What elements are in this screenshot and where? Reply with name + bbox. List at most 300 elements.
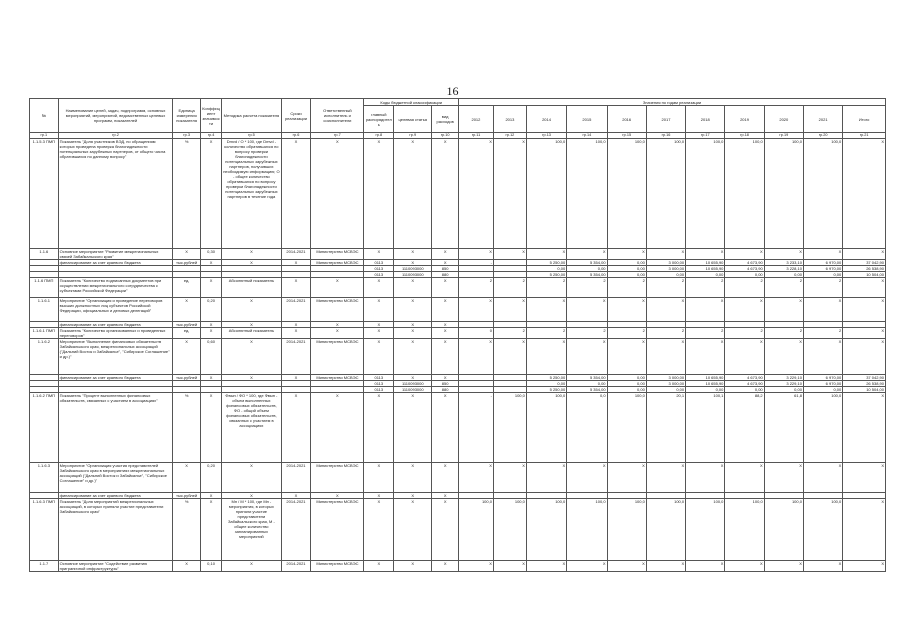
table-cell: Х <box>281 328 311 339</box>
table-cell: Х <box>432 561 459 572</box>
table-cell: 100,0 <box>607 393 646 463</box>
table-cell: 100,0 <box>803 139 842 249</box>
header-method: Методика расчета показателя <box>222 99 281 133</box>
table-cell: Х <box>222 249 281 260</box>
table-cell: 1.1.6 <box>30 249 59 260</box>
table-cell: Х <box>364 278 394 298</box>
table-cell: 1110093000 <box>394 272 432 278</box>
table-cell: Х <box>493 463 526 493</box>
header-budget-group: Коды бюджетной классификации <box>364 99 458 106</box>
table-cell: Х <box>281 260 311 266</box>
table-cell: Х <box>607 249 646 260</box>
header-year-col: 2013 <box>493 106 526 133</box>
table-cell: 0113 <box>364 381 394 387</box>
header-year-col: 2012 <box>458 106 493 133</box>
table-cell: Х <box>200 375 221 381</box>
table-cell: 2014-2021 <box>281 298 311 322</box>
table-cell: Х <box>843 339 886 375</box>
table-cell: Х <box>200 328 221 339</box>
table-cell: 1110093000 <box>394 387 432 393</box>
table-cell: 0113 <box>364 272 394 278</box>
table-cell: Х <box>764 339 803 375</box>
header-budget-col: главный распорядитель <box>364 106 394 133</box>
table-cell: 2 <box>764 278 803 298</box>
column-number: гр.12 <box>493 133 526 139</box>
table-cell: Х <box>646 339 685 375</box>
column-number: гр.6 <box>281 133 311 139</box>
table-cell: Х <box>686 339 725 375</box>
table-cell: Х <box>432 393 459 463</box>
table-cell: Мероприятие "Организация участия представителей Забайкальского края в мероприятиях межрегиональных ассоциаций ("Дальний Восток и Забайкалье", "Сибирское Соглашение" и др.)" <box>58 463 173 493</box>
table-cell: 5 250,00 <box>526 387 566 393</box>
header-budget-col: целевая статья <box>394 106 432 133</box>
table-cell: 1.1.6.1 ПМП <box>30 328 59 339</box>
table-cell: Х <box>764 249 803 260</box>
table-cell: Министерство МСВЭС <box>311 249 364 260</box>
table-cell: Показатель "Процент выполненных финансовых обязательств, связанных с участием в ассоциациях" <box>58 393 173 463</box>
table-cell: Х <box>725 463 764 493</box>
table-cell: 100,0 <box>526 393 566 463</box>
table-cell: Х <box>281 278 311 298</box>
header-name: Наименование целей, задач, подпрограмм, основных мероприятий, мероприятий, ведомственных целевых программ, показателей <box>58 99 173 133</box>
table-cell: Мероприятие "Выполнение финансовых обязательств Забайкальского края, межрегиональных ассоциаций ("Дальний Восток и Забайкалье", "Сибирское Соглашение" и др.)" <box>58 339 173 375</box>
table-cell: 2014-2021 <box>281 463 311 493</box>
column-number: гр.2 <box>58 133 173 139</box>
table-cell: 0,00 <box>567 381 607 387</box>
table-cell: Х <box>607 298 646 322</box>
table-cell: тыс.рублей <box>173 493 201 499</box>
table-cell: Х <box>281 375 311 381</box>
table-cell: Х <box>394 499 432 561</box>
table-cell: 0,00 <box>803 272 842 278</box>
table-cell: 2 <box>686 278 725 298</box>
table-cell: 2 <box>725 328 764 339</box>
table-cell: Х <box>432 339 459 375</box>
table-cell: Х <box>432 139 459 249</box>
table-cell: 10 655,90 <box>686 260 725 266</box>
table-cell: ед. <box>173 328 201 339</box>
table-cell: Министерство МСВЭС <box>311 260 364 266</box>
table-cell: Х <box>432 322 459 328</box>
table-cell: 100,1 <box>686 393 725 463</box>
table-cell: 2 <box>646 278 685 298</box>
table-cell: Х <box>843 298 886 322</box>
header-weight: Коэффициент значимости <box>200 99 221 133</box>
table-cell: Министерство МСВЭС <box>311 339 364 375</box>
table-cell: 5 354,00 <box>567 375 607 381</box>
page-number: 16 <box>446 84 459 98</box>
table-cell: 0,20 <box>200 298 221 322</box>
table-cell: Х <box>432 375 459 381</box>
table-cell: Х <box>567 463 607 493</box>
table-cell: Х <box>200 260 221 266</box>
table-cell: 0,00 <box>646 272 685 278</box>
table-cell: Х <box>311 278 364 298</box>
table-cell: Х <box>200 393 221 463</box>
table-cell: Х <box>364 561 394 572</box>
table-cell: тыс.рублей <box>173 260 201 266</box>
header-year-col: 2020 <box>764 106 803 133</box>
table-cell: Х <box>646 249 685 260</box>
table-cell: 6 970,00 <box>803 381 842 387</box>
table-cell: Х <box>222 375 281 381</box>
table-cell: Х <box>803 249 842 260</box>
table-cell: Х <box>493 339 526 375</box>
table-cell: 3 233,10 <box>764 260 803 266</box>
table-cell: Х <box>607 463 646 493</box>
table-cell: Х <box>432 260 459 266</box>
table-cell: 2014-2021 <box>281 499 311 561</box>
table-cell: 2 <box>764 328 803 339</box>
table-cell: Х <box>394 139 432 249</box>
table-cell: Мероприятие "Организация и проведение переговоров высших должностных лиц субъектов Российской Федерации, официальных и деловых делегаций" <box>58 298 173 322</box>
table-cell: Х <box>843 328 886 339</box>
table-cell: 26 538,90 <box>843 266 886 272</box>
header-year-col: 2021 <box>803 106 842 133</box>
table-cell: финансирование за счет краевого бюджета <box>58 260 173 266</box>
header-year-col: 2015 <box>567 106 607 133</box>
table-cell: Х <box>803 298 842 322</box>
table-cell: 850 <box>432 266 459 272</box>
table-cell: 2014-2021 <box>281 561 311 572</box>
table-cell: Х <box>173 249 201 260</box>
table-cell: Х <box>394 463 432 493</box>
table-cell: 1.1.6.2 <box>30 339 59 375</box>
table-cell: финансирование за счет краевого бюджета <box>58 493 173 499</box>
table-cell: Показатель "Доля мероприятий межрегиональных ассоциаций, в которых приняли участие представители Забайкальского края" <box>58 499 173 561</box>
column-number: гр.18 <box>725 133 764 139</box>
table-cell: % <box>173 499 201 561</box>
table-cell: Х <box>222 260 281 266</box>
table-cell: Х <box>222 298 281 322</box>
table-cell: 0,00 <box>526 381 566 387</box>
table-cell: Х <box>764 298 803 322</box>
table-cell: Х <box>686 298 725 322</box>
table-cell: Х <box>458 298 493 322</box>
table-cell: 0,00 <box>646 387 685 393</box>
table-cell: Х <box>843 139 886 249</box>
table-cell: 2 <box>725 278 764 298</box>
table-row <box>30 278 886 298</box>
column-number: гр.14 <box>567 133 607 139</box>
table-cell: Министерство МСВЭС <box>311 298 364 322</box>
table-cell: 37 042,90 <box>843 375 886 381</box>
table-cell: 1.1.6 ПМП <box>30 278 59 298</box>
table-cell: Абсолютный показатель <box>222 278 281 298</box>
table-cell: 100,0 <box>686 139 725 249</box>
table-cell: Министерство МСВЭС <box>311 499 364 561</box>
table-cell: тыс.рублей <box>173 322 201 328</box>
table-cell: Х <box>394 339 432 375</box>
table-cell: 2 <box>607 278 646 298</box>
table-cell: 850 <box>432 381 459 387</box>
header-year-col: 2014 <box>526 106 566 133</box>
table-cell: 100,0 <box>607 139 646 249</box>
table-cell: 3 000,00 <box>646 381 685 387</box>
table-cell: Показатель "Доля участников ВЭД, по обращениям которых проведена проверка благонадежности потенциальных зарубежных партнеров, от общего числа обратившихся по данному вопросу" <box>58 139 173 249</box>
column-number: гр.16 <box>646 133 685 139</box>
table-cell: Х <box>281 139 311 249</box>
table-cell: 0,00 <box>686 387 725 393</box>
table-cell: 3 228,10 <box>764 266 803 272</box>
table-row <box>30 339 886 375</box>
table-cell: 2 <box>493 278 526 298</box>
table-cell: Х <box>311 322 364 328</box>
table-cell: Х <box>686 561 725 572</box>
table-cell: 2 <box>526 278 566 298</box>
table-cell: Х <box>311 393 364 463</box>
table-cell: 3 000,00 <box>646 375 685 381</box>
column-number: гр.7 <box>311 133 364 139</box>
table-cell: 100,0 <box>607 499 646 561</box>
table-cell: % <box>173 139 201 249</box>
table-cell: Х <box>646 561 685 572</box>
table-cell: Х <box>567 249 607 260</box>
table-cell: 1.1.5.3 ПМП <box>30 139 59 249</box>
table-cell: 0,20 <box>200 463 221 493</box>
table-cell: 880 <box>432 387 459 393</box>
table-cell: 100,0 <box>493 499 526 561</box>
table-cell: Х <box>281 393 311 463</box>
table-cell: 0113 <box>364 266 394 272</box>
table-cell: Х <box>526 463 566 493</box>
table-cell: Х <box>394 493 432 499</box>
table-cell: Х <box>493 139 526 249</box>
table-cell: Х <box>458 561 493 572</box>
table-cell: 5 250,00 <box>526 375 566 381</box>
table-cell: Х <box>200 499 221 561</box>
table-cell: Х <box>311 493 364 499</box>
table-cell: 6 970,00 <box>803 375 842 381</box>
table-cell: Х <box>843 278 886 298</box>
table-cell: Х <box>803 339 842 375</box>
table-row <box>30 249 886 260</box>
table-cell: Основное мероприятие "Развитие межрегиональных связей Забайкальского края" <box>58 249 173 260</box>
table-cell: 1.1.6.3 <box>30 463 59 493</box>
table-cell: Х <box>458 339 493 375</box>
table-cell: Х <box>173 561 201 572</box>
table-cell: Х <box>843 393 886 463</box>
table-cell: ед. <box>173 278 201 298</box>
table-cell: 2 <box>567 328 607 339</box>
table-cell: 0 <box>458 328 493 339</box>
table-cell: Х <box>493 561 526 572</box>
table-cell: 0,00 <box>607 260 646 266</box>
table-cell: 0,30 <box>200 249 221 260</box>
table-cell: 2014-2021 <box>281 339 311 375</box>
table-cell: Х <box>526 298 566 322</box>
table-cell: Мп / М * 100, где Мп - мероприятия, в которых приняли участие представители Забайкальского края, М - общее количество запланированных мероприятий <box>222 499 281 561</box>
table-cell: Х <box>200 493 221 499</box>
header-year-col: 2018 <box>686 106 725 133</box>
table-cell: 1.1.6.2 ПМП <box>30 393 59 463</box>
table-cell: 10 655,90 <box>686 375 725 381</box>
column-number: гр.17 <box>686 133 725 139</box>
table-cell: 0,00 <box>607 375 646 381</box>
header-year-col: 2017 <box>646 106 685 133</box>
column-number: гр.11 <box>458 133 493 139</box>
table-cell: 100,0 <box>567 499 607 561</box>
header-unit: Единица измерения показателя <box>173 99 201 133</box>
table-cell: 100,0 <box>646 139 685 249</box>
table-cell: Х <box>311 139 364 249</box>
table-row <box>30 561 886 572</box>
table-cell: Х <box>222 561 281 572</box>
table-cell: Х <box>803 463 842 493</box>
table-cell: Министерство МСВЭС <box>311 561 364 572</box>
table-cell: Х <box>364 139 394 249</box>
table-cell: Х <box>394 561 432 572</box>
table-cell: 0,60 <box>200 339 221 375</box>
table-cell: Х <box>725 298 764 322</box>
table-cell: 3 229,10 <box>764 375 803 381</box>
table-cell: Х <box>567 339 607 375</box>
table-cell: 100,0 <box>493 393 526 463</box>
table-cell: 4 673,90 <box>725 260 764 266</box>
table-cell: Х <box>843 463 886 493</box>
table-cell: Х <box>432 499 459 561</box>
table-cell: Х <box>394 322 432 328</box>
column-number: гр.15 <box>607 133 646 139</box>
table-cell: Х <box>173 339 201 375</box>
table-cell: финансирование за счет краевого бюджета <box>58 375 173 381</box>
table-cell: Х <box>493 298 526 322</box>
table-cell: Фвып / ФО * 100, где Фвып - объем выполненных финансовых обязательств, ФО - общий объем финансовых обязательств, связанных с участием в ассоциациях <box>222 393 281 463</box>
column-number: гр.1 <box>30 133 59 139</box>
table-cell: Х <box>646 298 685 322</box>
table-cell: 100,0 <box>526 139 566 249</box>
table-cell: 100,0 <box>458 499 493 561</box>
table-cell: 2 <box>646 328 685 339</box>
header-period: Сроки реализации <box>281 99 311 133</box>
table-cell: 5 250,00 <box>526 260 566 266</box>
table-row <box>30 139 886 249</box>
table-cell: Х <box>364 328 394 339</box>
column-number: гр.5 <box>222 133 281 139</box>
table-cell: Х <box>200 278 221 298</box>
table-cell: Х <box>432 298 459 322</box>
table-cell: Х <box>394 278 432 298</box>
header-year-col: Итого <box>843 106 886 133</box>
table-cell: Х <box>432 328 459 339</box>
table-cell: Х <box>458 463 493 493</box>
table-cell: 1.1.6.1 <box>30 298 59 322</box>
table-cell: Х <box>567 561 607 572</box>
table-cell: 0,00 <box>607 381 646 387</box>
table-cell: Х <box>394 260 432 266</box>
table-cell: 2 <box>526 328 566 339</box>
table-row <box>30 298 886 322</box>
column-number: гр.21 <box>843 133 886 139</box>
table-cell: Х <box>843 249 886 260</box>
table-cell: Х <box>526 249 566 260</box>
table-cell: 0,00 <box>607 387 646 393</box>
table-cell: Х <box>458 139 493 249</box>
table-cell: 100,0 <box>725 499 764 561</box>
table-cell: тыс.рублей <box>173 375 201 381</box>
table-cell: Х <box>686 249 725 260</box>
table-cell: 0,00 <box>686 272 725 278</box>
table-cell: 2 <box>803 278 842 298</box>
table-cell: Основное мероприятие "Содействие развитию приграничной инфраструктуры" <box>58 561 173 572</box>
table-cell: Х <box>394 249 432 260</box>
table-cell: 100,0 <box>526 499 566 561</box>
table-cell: 0113 <box>364 375 394 381</box>
table-cell: Х <box>458 249 493 260</box>
header-executor: Ответственный исполнитель и соисполнители <box>311 99 364 133</box>
table-row <box>30 393 886 463</box>
table-cell: 2 <box>458 278 493 298</box>
column-number: гр.10 <box>432 133 459 139</box>
table-cell: Х <box>432 493 459 499</box>
table-cell: 20,1 <box>646 393 685 463</box>
table-cell: 0,00 <box>725 272 764 278</box>
table-cell: Х <box>394 298 432 322</box>
table-cell: Х <box>200 139 221 249</box>
column-number: гр.19 <box>764 133 803 139</box>
table-cell: % <box>173 393 201 463</box>
table-cell: 100,0 <box>725 139 764 249</box>
table-cell: 0,00 <box>764 272 803 278</box>
table-cell: Х <box>200 322 221 328</box>
table-cell: Х <box>493 249 526 260</box>
header-year-col: 2019 <box>725 106 764 133</box>
column-number: гр.3 <box>173 133 201 139</box>
table-cell: 100,0 <box>567 139 607 249</box>
table-cell: Х <box>173 298 201 322</box>
table-cell: Х <box>222 322 281 328</box>
table-cell: Х <box>364 249 394 260</box>
table-cell: 100,0 <box>803 393 842 463</box>
table-cell: 100,0 <box>764 499 803 561</box>
table-cell: Х <box>432 249 459 260</box>
table-cell: Х <box>607 561 646 572</box>
table-cell: Х <box>394 393 432 463</box>
table-cell: 880 <box>432 272 459 278</box>
header-budget-col: вид расходов <box>432 106 459 133</box>
table-cell: Показатель "Количество организованных и проведенных переговоров" <box>58 328 173 339</box>
table-cell: 100,0 <box>764 139 803 249</box>
table-cell: Х <box>686 463 725 493</box>
table-cell: 5 354,00 <box>567 272 607 278</box>
table-cell: 61,8 <box>764 393 803 463</box>
table-cell: 88,2 <box>725 393 764 463</box>
table-cell: Dmvd / O * 100, где Dmvd - количество обратившихся по вопросу проверки благонадежности потенциальных зарубежных партнеров, получивших необходимую информацию; O - общее количество обратившихся по вопросу проверки благонадежности потенциальных зарубежных партнеров в течение года <box>222 139 281 249</box>
header-code: № <box>30 99 59 133</box>
table-cell: 2 <box>607 328 646 339</box>
table-cell: Х <box>843 561 886 572</box>
table-cell: 2 <box>493 328 526 339</box>
table-cell: 26 538,90 <box>843 381 886 387</box>
table-cell: 2 <box>686 328 725 339</box>
table-cell: 0,10 <box>200 561 221 572</box>
table-cell: 5 354,00 <box>567 387 607 393</box>
column-number: гр.20 <box>803 133 842 139</box>
table-cell: 0113 <box>364 260 394 266</box>
table-cell: Х <box>432 463 459 493</box>
table-cell: 4 673,90 <box>725 375 764 381</box>
table-cell: 0113 <box>364 387 394 393</box>
table-cell: 1110093000 <box>394 266 432 272</box>
table-cell: Х <box>394 375 432 381</box>
table-cell: 0,00 <box>803 387 842 393</box>
table-cell: 10 655,90 <box>686 266 725 272</box>
table-cell: Х <box>364 493 394 499</box>
table-cell: 3 229,10 <box>764 381 803 387</box>
table-cell: - <box>458 260 493 266</box>
table-cell: Х <box>764 463 803 493</box>
table-cell: 1.1.6.3 ПМП <box>30 499 59 561</box>
